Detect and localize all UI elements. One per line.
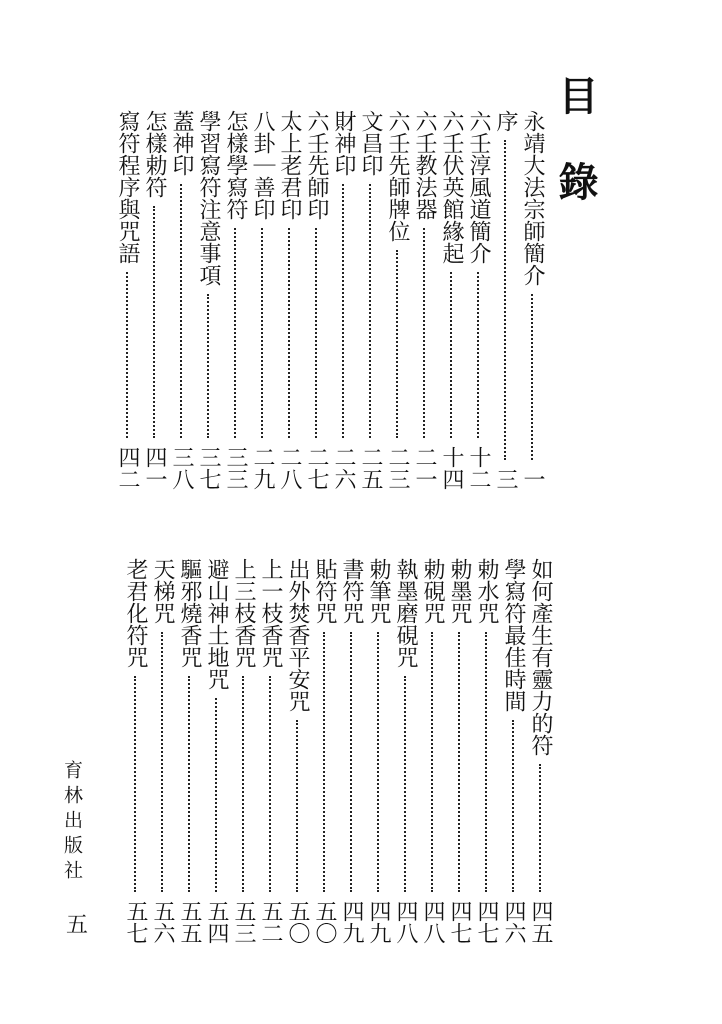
dot-leader [342,176,344,446]
dot-leader [288,220,290,446]
toc-entry-page: 四九 [339,900,364,944]
toc-entry [447,558,471,944]
dot-leader [404,668,406,900]
dot-leader [215,690,217,900]
toc-entry [277,110,301,490]
toc-entry [385,110,409,490]
toc-entry-title: 避山神土地咒 [204,558,229,690]
toc-entry-title: 書符咒 [339,558,364,624]
dot-leader [477,264,479,446]
dot-leader [450,264,452,446]
dot-leader [188,668,190,900]
toc-entry-title: 六壬先師印 [304,110,329,220]
toc-entry [358,110,382,490]
toc-entry-page: 五五 [177,900,202,944]
toc-entry-title: 天梯咒 [150,558,175,624]
toc-entry-page: 四二 [115,446,140,490]
toc-entry-page: 五七 [123,900,148,944]
dot-leader [126,264,128,446]
toc-entry [520,110,544,490]
toc-entry [439,110,463,490]
toc-entry-page: 五〇 [285,900,310,944]
page-title: 目錄 [552,75,599,247]
dot-leader [377,624,379,900]
toc-entry [339,558,363,944]
toc-entry-page: 四七 [447,900,472,944]
dot-leader [423,220,425,446]
dot-leader [512,712,514,900]
dot-leader [369,176,371,446]
toc-entry-title: 六壬教法器 [412,110,437,220]
dot-leader [531,286,533,468]
toc-block-top [115,110,544,490]
toc-entry-title: 驅邪燒香咒 [177,558,202,668]
toc-entry-title: 出外焚香平安咒 [285,558,310,712]
dot-leader [323,624,325,900]
toc-entry [420,558,444,944]
toc-entry-page: 三七 [196,446,221,490]
toc-entry-page: 十四 [439,446,464,490]
dot-leader [350,624,352,900]
dot-leader [458,624,460,900]
toc-entry-page: 四九 [366,900,391,944]
toc-entry-page: 四一 [142,446,167,490]
dot-leader [134,668,136,900]
toc-entry-title: 勅筆咒 [366,558,391,624]
toc-entry [304,110,328,490]
toc-entry-title: 怎樣學寫符 [223,110,248,220]
toc-entry-title: 財神印 [331,110,356,176]
toc-entry-title: 勅硯咒 [420,558,445,624]
toc-entry-page: 二九 [250,446,275,490]
toc-entry [493,110,517,490]
toc-entry [169,110,193,490]
toc-entry-title: 序 [493,110,518,132]
toc-entry [393,558,417,944]
toc-entry [123,558,147,944]
toc-entry-page: 三三 [223,446,248,490]
toc-entry [412,110,436,490]
toc-entry-page: 十二 [466,446,491,490]
toc-entry-title: 執墨磨硯咒 [393,558,418,668]
page-number: 五 [66,913,89,938]
toc-entry-page: 四七 [474,900,499,944]
toc-entry-page: 四八 [420,900,445,944]
toc-entry [312,558,336,944]
toc-entry-title: 怎樣勅符 [142,110,167,198]
toc-entry-title: 老君化符咒 [123,558,148,668]
dot-leader [207,286,209,446]
dot-leader [296,712,298,900]
toc-entry-title: 永靖大法宗師簡介 [520,110,545,286]
toc-entry [366,558,390,944]
dot-leader [396,242,398,446]
toc-entry-title: 寫符程序與咒語 [115,110,140,264]
toc-entry-page: 五〇 [312,900,337,944]
toc-entry-title: 勅墨咒 [447,558,472,624]
toc-entry-page: 五二 [258,900,283,944]
toc-entry [501,558,525,944]
toc-entry [223,110,247,490]
dot-leader [180,176,182,446]
dot-leader [269,668,271,900]
toc-entry-title: 上一枝香咒 [258,558,283,668]
toc-entry-title: 學習寫符注意事項 [196,110,221,286]
toc-entry-title: 蓋神印 [169,110,194,176]
toc-entry-title: 文昌印 [358,110,383,176]
toc-entry [258,558,282,944]
toc-entry-title: 如何產生有靈力的符 [528,558,553,756]
toc-entry-page: 三 [493,468,518,490]
toc-entry-page: 二六 [331,446,356,490]
toc-entry [285,558,309,944]
toc-entry-page: 二七 [304,446,329,490]
toc-entry [474,558,498,944]
toc-entry [231,558,255,944]
toc-entry [331,110,355,490]
dot-leader [153,198,155,446]
toc-entry-title: 八卦｜善印 [250,110,275,220]
toc-block-bottom [123,558,552,944]
toc-entry [115,110,139,490]
toc-entry [204,558,228,944]
toc-entry-page: 四五 [528,900,553,944]
dot-leader [161,624,163,900]
toc-entry-title: 貼符咒 [312,558,337,624]
toc-entry [142,110,166,490]
toc-entry-page: 二三 [385,446,410,490]
dot-leader [234,220,236,446]
toc-entry-page: 三八 [169,446,194,490]
toc-entry-page: 四六 [501,900,526,944]
dot-leader [539,756,541,900]
dot-leader [431,624,433,900]
publisher-name: 育林出版社 [61,760,83,885]
toc-entry-title: 勅水咒 [474,558,499,624]
toc-entry-title: 學寫符最佳時間 [501,558,526,712]
toc-entry [250,110,274,490]
toc-entry-page: 二八 [277,446,302,490]
dot-leader [315,220,317,446]
toc-entry-page: 二一 [412,446,437,490]
toc-entry-page: 五六 [150,900,175,944]
toc-entry-page: 一 [520,468,545,490]
dot-leader [504,132,506,468]
toc-entry [177,558,201,944]
toc-entry-page: 二五 [358,446,383,490]
toc-entry [150,558,174,944]
toc-entry-title: 六壬先師牌位 [385,110,410,242]
toc-entry-title: 上三枝香咒 [231,558,256,668]
toc-entry [528,558,552,944]
toc-entry-title: 六壬淳風道簡介 [466,110,491,264]
toc-entry-title: 六壬伏英館緣起 [439,110,464,264]
dot-leader [242,668,244,900]
toc-entry-page: 五三 [231,900,256,944]
toc-entry [466,110,490,490]
toc-entry-page: 五四 [204,900,229,944]
dot-leader [261,220,263,446]
dot-leader [485,624,487,900]
toc-entry [196,110,220,490]
toc-entry-page: 四八 [393,900,418,944]
toc-entry-title: 太上老君印 [277,110,302,220]
